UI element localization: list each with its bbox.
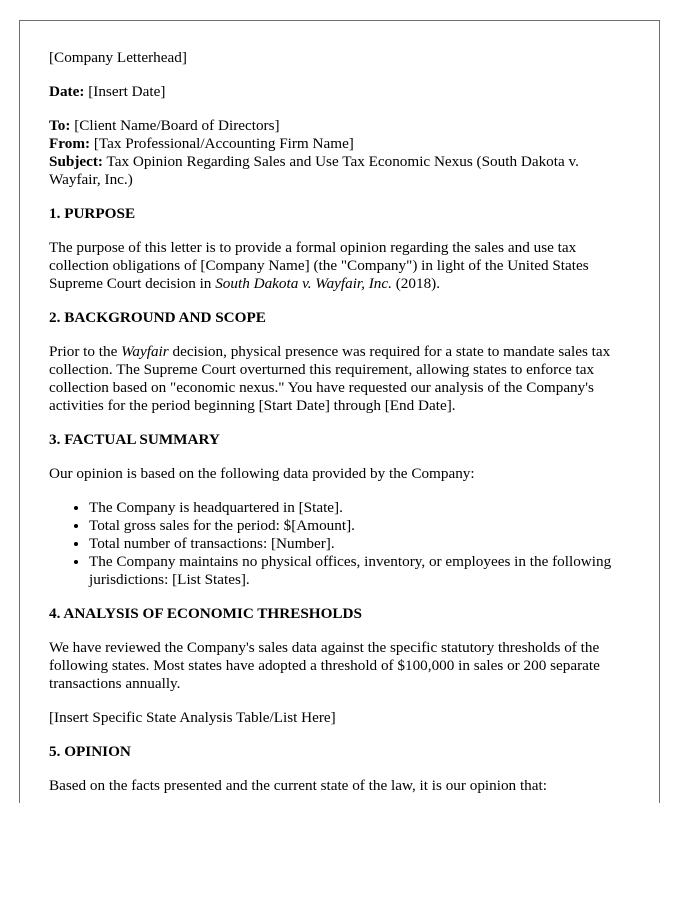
facts-heading: 3. FACTUAL SUMMARY bbox=[49, 431, 220, 448]
letterhead: [Company Letterhead] bbox=[49, 49, 187, 66]
opinion-heading: 5. OPINION bbox=[49, 743, 131, 760]
to-line bbox=[49, 117, 630, 135]
background-text-b: decision, physical presence was required for a state to mandate sales tax collection. The Supreme Court overturned this requirement, allowing states to enforce tax collection based on "economic nexus." You have requested our analysis of the Company's activities for the period beginning [Start Date] through [End Date]. bbox=[49, 343, 611, 414]
analysis-placeholder: [Insert Specific State Analysis Table/List Here] bbox=[49, 709, 336, 726]
letter-page bbox=[19, 20, 660, 803]
analysis-paragraph: We have reviewed the Company's sales data against the specific statutory thresholds of the following states. Most states have adopted a threshold of $100,000 in sales or 200 separate transactions annually. bbox=[49, 639, 600, 692]
list-item: • The Company maintains no physical offices, inventory, or employees in the following jurisdictions: [List States]. bbox=[89, 553, 630, 589]
to-label: To: bbox=[49, 117, 71, 134]
background-case-short: Wayfair bbox=[121, 343, 169, 360]
facts-intro: Our opinion is based on the following data provided by the Company: bbox=[49, 465, 475, 482]
date-line bbox=[49, 83, 630, 101]
purpose-paragraph bbox=[49, 239, 630, 293]
from-line bbox=[49, 135, 630, 153]
background-text-a: Prior to the bbox=[49, 343, 122, 360]
from-value: [Tax Professional/Accounting Firm Name] bbox=[90, 135, 354, 152]
purpose-text-a: The purpose of this letter is to provide a formal opinion regarding the sales and use tax collection obligations of [Company Name] (the "Company") in light of the United States Supreme Court decision in bbox=[49, 239, 589, 292]
opinion-paragraph: Based on the facts presented and the current state of the law, it is our opinion that: bbox=[49, 777, 547, 794]
analysis-heading: 4. ANALYSIS OF ECONOMIC THRESHOLDS bbox=[49, 605, 362, 622]
from-label: From: bbox=[49, 135, 91, 152]
date-value: [Insert Date] bbox=[84, 83, 166, 100]
subject-label: Subject: bbox=[49, 153, 103, 170]
list-item: • Total gross sales for the period: $[Amount]. bbox=[89, 517, 630, 535]
purpose-text-b: (2018). bbox=[391, 275, 441, 292]
purpose-heading: 1. PURPOSE bbox=[49, 205, 136, 222]
date-label: Date: bbox=[49, 83, 85, 100]
purpose-case-name: South Dakota v. Wayfair, Inc. bbox=[215, 275, 392, 292]
to-value: [Client Name/Board of Directors] bbox=[70, 117, 280, 134]
header-block bbox=[49, 117, 630, 189]
subject-value: Tax Opinion Regarding Sales and Use Tax Economic Nexus (South Dakota v. Wayfair, Inc.) bbox=[49, 153, 579, 188]
facts-list bbox=[49, 499, 630, 589]
list-item: • Total number of transactions: [Number]. bbox=[89, 535, 630, 553]
background-heading: 2. BACKGROUND AND SCOPE bbox=[49, 309, 266, 326]
background-paragraph bbox=[49, 343, 630, 415]
list-item: • The Company is headquartered in [State]. bbox=[89, 499, 630, 517]
subject-line bbox=[49, 153, 630, 189]
